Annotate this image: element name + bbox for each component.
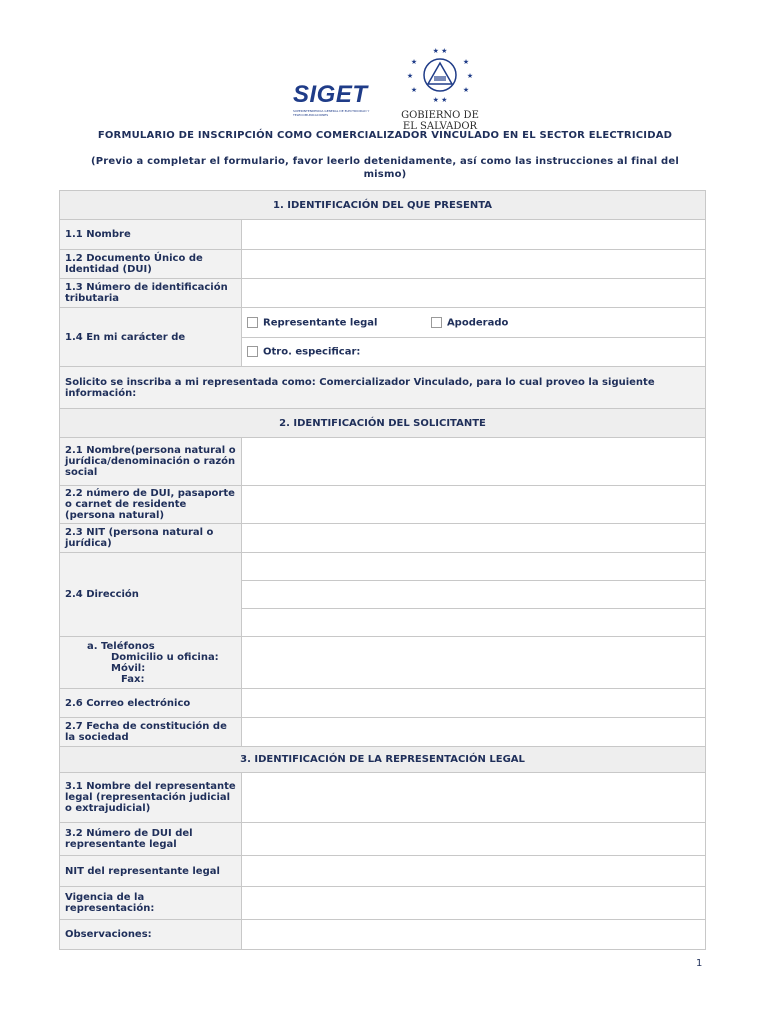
siget-logo-subtitle: SUPERINTENDENCIA GENERAL DE ELECTRICIDAD Y TELECOMUNICACIONES [293,109,370,117]
field-1-3-nit[interactable] [242,279,706,308]
field-2-1-nombre[interactable] [242,438,706,486]
field-telefonos[interactable] [242,637,706,689]
government-line-1: GOBIERNO DE [401,110,479,121]
field-3-2-dui[interactable] [242,823,706,856]
section-2-heading: 2. IDENTIFICACIÓN DEL SOLICITANTE [60,409,706,438]
label-1-2-dui: 1.2 Documento Único de Identidad (DUI) [60,250,242,279]
caracter-options-row [242,308,706,338]
section-3-heading: 3. IDENTIFICACIÓN DE LA REPRESENTACIÓN LEGAL [60,747,706,773]
svg-text:★: ★ [466,72,474,80]
label-1-1-nombre: 1.1 Nombre [60,220,242,250]
telefonos-domicilio: Domicilio u oficina: [111,651,219,663]
field-2-4-direccion-line-3[interactable] [242,609,706,637]
label-2-1-nombre: 2.1 Nombre(persona natural o jurídica/denominación o razón social [60,438,242,486]
field-1-1-nombre[interactable] [242,220,706,250]
field-observaciones[interactable] [242,920,706,950]
form-subtitle: (Previo a completar el formulario, favor leerlo detenidamente, así como las instrucciones al final del mismo) [90,156,680,180]
label-1-4-caracter: 1.4 En mi carácter de [60,308,242,367]
label-3-2-dui: 3.2 Número de DUI del representante legal [60,823,242,856]
label-2-2-dui: 2.2 número de DUI, pasaporte o carnet de residente (persona natural) [60,486,242,524]
label-2-6-correo: 2.6 Correo electrónico [60,689,242,718]
field-2-4-direccion-line-1[interactable] [242,553,706,581]
field-2-2-dui[interactable] [242,486,706,524]
field-2-3-nit[interactable] [242,524,706,553]
field-2-4-direccion-line-2[interactable] [242,581,706,609]
field-2-6-correo[interactable] [242,689,706,718]
svg-text:★: ★ [462,58,470,66]
label-2-4-direccion: 2.4 Dirección [60,553,242,637]
page-number: 1 [696,958,703,969]
svg-text:★ ★: ★ ★ [432,96,448,104]
telefonos-heading: a. Teléfonos [87,640,155,652]
option-otro[interactable] [242,338,706,367]
checkbox-representante-legal[interactable] [247,317,258,328]
telefonos-movil: Móvil: [111,662,146,674]
label-2-3-nit: 2.3 NIT (persona natural o jurídica) [60,524,242,553]
option-otro-label: Otro. especificar: [263,346,361,358]
government-line-2: EL SALVADOR [402,121,478,132]
field-nit-representante[interactable] [242,856,706,887]
telefonos-fax: Fax: [121,673,145,685]
label-2-7-fecha: 2.7 Fecha de constitución de la sociedad [60,718,242,747]
option-representante-legal-label: Representante legal [263,317,378,329]
header [0,44,770,132]
field-3-1-nombre[interactable] [242,773,706,823]
label-telefonos [60,637,242,689]
government-seal [400,44,480,132]
siget-logo-word: SIGET [293,81,368,108]
option-representante-legal[interactable] [247,317,377,329]
siget-logo [293,82,387,117]
form-title: FORMULARIO DE INSCRIPCIÓN COMO COMERCIALIZADOR VINCULADO EN EL SECTOR ELECTRICIDAD [97,130,673,141]
seal-icon [400,44,480,106]
solicito-statement: Solicito se inscriba a mi representada como: Comercializador Vinculado, para lo cual proveo la siguiente información: [60,367,706,409]
registration-form [59,190,706,950]
section-1-heading: 1. IDENTIFICACIÓN DEL QUE PRESENTA [60,191,706,220]
label-observaciones: Observaciones: [60,920,242,950]
option-apoderado[interactable] [431,317,508,329]
label-3-1-nombre: 3.1 Nombre del representante legal (representación judicial o extrajudicial) [60,773,242,823]
field-vigencia[interactable] [242,887,706,920]
checkbox-apoderado[interactable] [431,317,442,328]
label-vigencia: Vigencia de la representación: [60,887,242,920]
svg-text:★: ★ [406,72,414,80]
option-apoderado-label: Apoderado [446,317,509,329]
checkbox-otro[interactable] [247,346,258,357]
svg-text:★: ★ [410,58,418,66]
field-1-2-dui[interactable] [242,250,706,279]
label-1-3-nit: 1.3 Número de identificación tributaria [60,279,242,308]
label-nit-representante: NIT del representante legal [60,856,242,887]
svg-text:★: ★ [462,86,470,94]
field-2-7-fecha[interactable] [242,718,706,747]
svg-text:★ ★: ★ ★ [432,47,448,55]
svg-text:★: ★ [410,86,418,94]
